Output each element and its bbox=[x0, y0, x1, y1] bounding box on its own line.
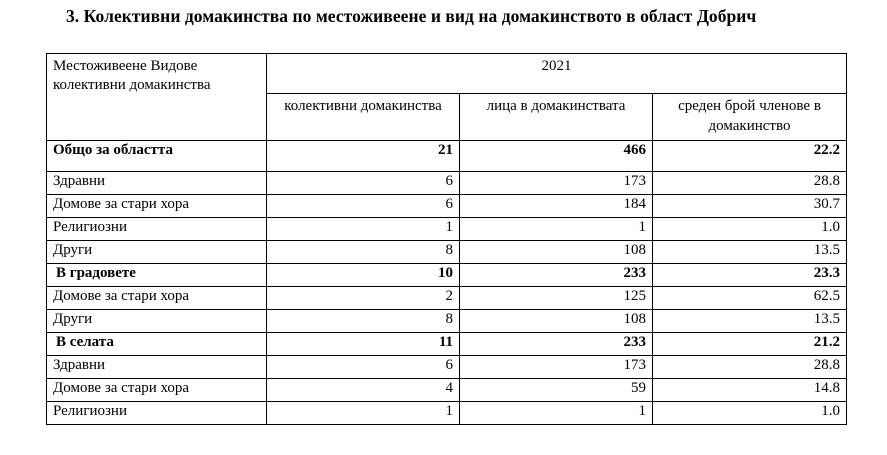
table-row-section bbox=[47, 333, 847, 356]
row-label: В градовете bbox=[47, 264, 267, 287]
persons-value: 108 bbox=[460, 241, 653, 264]
table-row bbox=[47, 356, 847, 379]
column-header-households: колективни домакинства bbox=[267, 94, 460, 141]
households-value: 1 bbox=[267, 402, 460, 425]
row-label: Здравни bbox=[47, 356, 267, 379]
corner-header: Местоживеене Видове колективни домакинства bbox=[47, 54, 267, 141]
households-value: 6 bbox=[267, 195, 460, 218]
average-members-value: 13.5 bbox=[653, 241, 847, 264]
households-value: 8 bbox=[267, 310, 460, 333]
persons-value: 184 bbox=[460, 195, 653, 218]
table-row bbox=[47, 379, 847, 402]
persons-value: 466 bbox=[460, 141, 653, 172]
table-row-section bbox=[47, 264, 847, 287]
households-value: 8 bbox=[267, 241, 460, 264]
table-row bbox=[47, 310, 847, 333]
table-row bbox=[47, 195, 847, 218]
column-header-average-members: среден брой членове в домакинство bbox=[653, 94, 847, 141]
row-label: Домове за стари хора bbox=[47, 379, 267, 402]
year-header: 2021 bbox=[267, 54, 847, 94]
row-label: В селата bbox=[47, 333, 267, 356]
households-value: 11 bbox=[267, 333, 460, 356]
average-members-value: 13.5 bbox=[653, 310, 847, 333]
header-row-year bbox=[47, 54, 847, 94]
persons-value: 59 bbox=[460, 379, 653, 402]
persons-value: 173 bbox=[460, 172, 653, 195]
table-body bbox=[47, 54, 847, 425]
persons-value: 125 bbox=[460, 287, 653, 310]
households-value: 10 bbox=[267, 264, 460, 287]
persons-value: 1 bbox=[460, 218, 653, 241]
average-members-value: 62.5 bbox=[653, 287, 847, 310]
households-value: 6 bbox=[267, 356, 460, 379]
average-members-value: 23.3 bbox=[653, 264, 847, 287]
average-members-value: 1.0 bbox=[653, 402, 847, 425]
document-title: 3. Колективни домакинства по местоживеене и вид на домакинството в област Добрич bbox=[66, 6, 757, 26]
table-row bbox=[47, 172, 847, 195]
persons-value: 233 bbox=[460, 333, 653, 356]
persons-value: 108 bbox=[460, 310, 653, 333]
column-header-persons: лица в домакинствата bbox=[460, 94, 653, 141]
average-members-value: 28.8 bbox=[653, 172, 847, 195]
average-members-value: 14.8 bbox=[653, 379, 847, 402]
households-value: 21 bbox=[267, 141, 460, 172]
table-row bbox=[47, 402, 847, 425]
persons-value: 233 bbox=[460, 264, 653, 287]
households-value: 6 bbox=[267, 172, 460, 195]
average-members-value: 22.2 bbox=[653, 141, 847, 172]
table-row bbox=[47, 287, 847, 310]
table-row bbox=[47, 218, 847, 241]
row-label: Домове за стари хора bbox=[47, 195, 267, 218]
row-label: Здравни bbox=[47, 172, 267, 195]
average-members-value: 28.8 bbox=[653, 356, 847, 379]
average-members-value: 30.7 bbox=[653, 195, 847, 218]
persons-value: 173 bbox=[460, 356, 653, 379]
row-label: Религиозни bbox=[47, 402, 267, 425]
households-value: 4 bbox=[267, 379, 460, 402]
households-value: 1 bbox=[267, 218, 460, 241]
households-table bbox=[46, 53, 847, 425]
table-row bbox=[47, 241, 847, 264]
row-label: Домове за стари хора bbox=[47, 287, 267, 310]
average-members-value: 1.0 bbox=[653, 218, 847, 241]
row-label: Други bbox=[47, 241, 267, 264]
average-members-value: 21.2 bbox=[653, 333, 847, 356]
households-value: 2 bbox=[267, 287, 460, 310]
persons-value: 1 bbox=[460, 402, 653, 425]
row-label: Други bbox=[47, 310, 267, 333]
row-label: Религиозни bbox=[47, 218, 267, 241]
table-row-section bbox=[47, 141, 847, 172]
row-label: Общо за областта bbox=[47, 141, 267, 172]
